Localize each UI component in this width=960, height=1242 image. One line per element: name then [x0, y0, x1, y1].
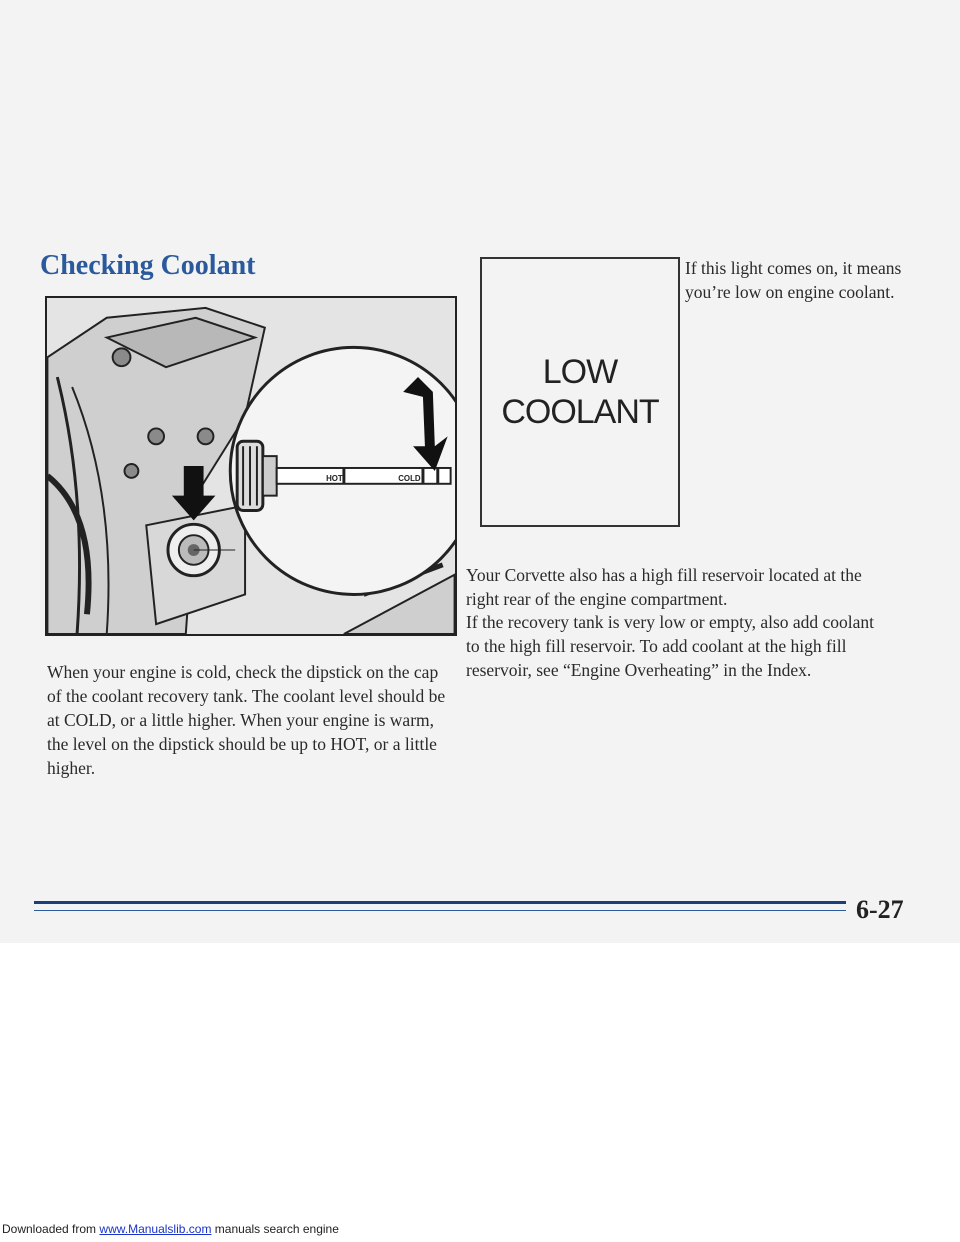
footer-suffix: manuals search engine	[214, 1222, 339, 1236]
warning-light-line-2: COOLANT	[501, 393, 659, 431]
warning-light-description: If this light comes on, it means you’re low on engine coolant.	[685, 258, 902, 302]
page-number: 6-27	[856, 895, 904, 924]
warning-light-line-1: LOW	[542, 353, 618, 391]
footer-prefix: Downloaded from	[2, 1222, 97, 1236]
section-heading: Checking Coolant	[40, 250, 256, 281]
footer-rule-thin	[34, 910, 846, 911]
coolant-tank-illustration	[45, 296, 457, 636]
download-footer	[2, 1222, 339, 1236]
footer-rule-thick	[34, 901, 846, 904]
low-coolant-warning-light	[480, 257, 680, 527]
dipstick-hot-mark: HOT	[326, 473, 343, 483]
high-fill-reservoir-paragraph: Your Corvette also has a high fill reservoir located at the right rear of the engine compartment.	[466, 565, 862, 609]
recovery-tank-paragraph: If the recovery tank is very low or empty, also add coolant to the high fill reservoir. To add coolant at the high fill reservoir, see “Engine Overheating” in the Index.	[466, 612, 875, 680]
dipstick-cold-mark: COLD	[398, 473, 421, 483]
dipstick-instructions: When your engine is cold, check the dipstick on the cap of the coolant recovery tank. The coolant level should be at COLD, or a little higher. When your engine is warm, the level on the dipstick should be up to HOT, or a little higher.	[47, 662, 446, 778]
manualslib-link[interactable]: www.Manualslib.com	[99, 1222, 212, 1236]
